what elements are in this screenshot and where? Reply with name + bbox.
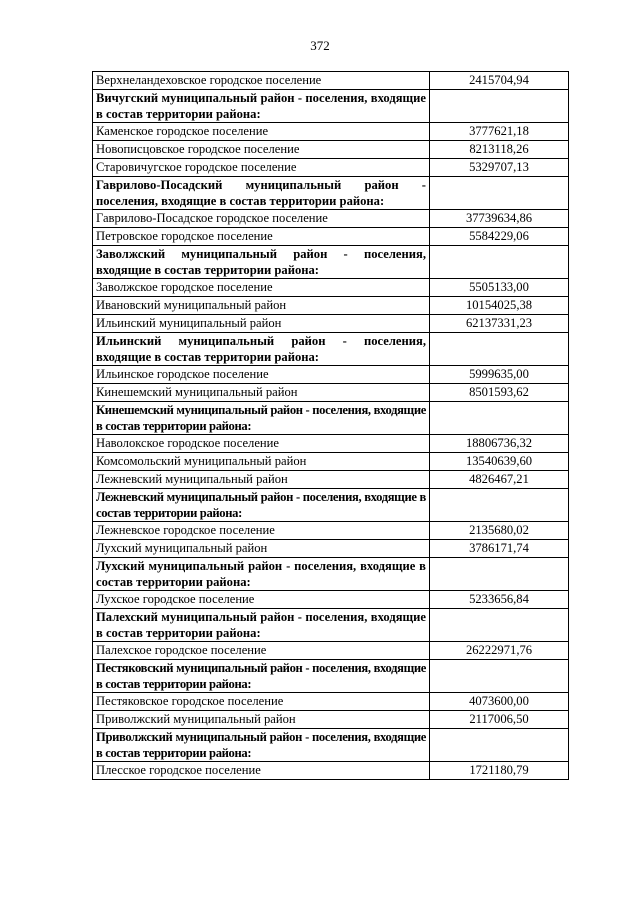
municipality-name: Приволжский муниципальный район bbox=[93, 711, 430, 729]
table-row bbox=[93, 711, 569, 729]
group-header-label: Пестяковский муниципальный район - поселения, входящие в состав территории района: bbox=[93, 660, 430, 693]
group-header-label: Палехский муниципальный район - поселения, входящие в состав территории района: bbox=[93, 609, 430, 642]
amount-cell bbox=[430, 489, 569, 522]
municipality-name: Наволокское городское поселение bbox=[93, 435, 430, 453]
group-header-row bbox=[93, 402, 569, 435]
municipality-name: Петровское городское поселение bbox=[93, 228, 430, 246]
table-row bbox=[93, 453, 569, 471]
table-row bbox=[93, 642, 569, 660]
amount-cell: 18806736,32 bbox=[430, 435, 569, 453]
amount-cell: 8213118,26 bbox=[430, 141, 569, 159]
table-row bbox=[93, 72, 569, 90]
group-header-row bbox=[93, 489, 569, 522]
budget-table bbox=[92, 71, 569, 780]
municipality-name: Палехское городское поселение bbox=[93, 642, 430, 660]
municipality-name: Гаврилово-Посадское городское поселение bbox=[93, 210, 430, 228]
amount-cell bbox=[430, 660, 569, 693]
municipality-name: Верхнеландеховское городское поселение bbox=[93, 72, 430, 90]
municipality-name: Старовичугское городское поселение bbox=[93, 159, 430, 177]
municipality-name: Лухское городское поселение bbox=[93, 591, 430, 609]
amount-cell: 1721180,79 bbox=[430, 762, 569, 780]
group-header-row bbox=[93, 729, 569, 762]
table-row bbox=[93, 366, 569, 384]
table-row bbox=[93, 591, 569, 609]
group-header-row bbox=[93, 90, 569, 123]
table-row bbox=[93, 297, 569, 315]
group-header-label: Лежневский муниципальный район - поселения, входящие в состав территории района: bbox=[93, 489, 430, 522]
table-row bbox=[93, 159, 569, 177]
amount-cell: 10154025,38 bbox=[430, 297, 569, 315]
table-row bbox=[93, 123, 569, 141]
table-row bbox=[93, 279, 569, 297]
table-row bbox=[93, 210, 569, 228]
amount-cell: 3786171,74 bbox=[430, 540, 569, 558]
amount-cell: 3777621,18 bbox=[430, 123, 569, 141]
table-row bbox=[93, 522, 569, 540]
table-body bbox=[93, 72, 569, 780]
amount-cell: 5505133,00 bbox=[430, 279, 569, 297]
group-header-row bbox=[93, 609, 569, 642]
municipality-name: Пестяковское городское поселение bbox=[93, 693, 430, 711]
table-row bbox=[93, 228, 569, 246]
table-row bbox=[93, 315, 569, 333]
group-header-row bbox=[93, 177, 569, 210]
table-row bbox=[93, 540, 569, 558]
amount-cell: 5999635,00 bbox=[430, 366, 569, 384]
group-header-row bbox=[93, 333, 569, 366]
group-header-label: Кинешемский муниципальный район - поселения, входящие в состав территории района: bbox=[93, 402, 430, 435]
municipality-name: Лухский муниципальный район bbox=[93, 540, 430, 558]
amount-cell: 37739634,86 bbox=[430, 210, 569, 228]
amount-cell: 4826467,21 bbox=[430, 471, 569, 489]
municipality-name: Ильинский муниципальный район bbox=[93, 315, 430, 333]
amount-cell bbox=[430, 177, 569, 210]
municipality-name: Лежневский муниципальный район bbox=[93, 471, 430, 489]
amount-cell: 5233656,84 bbox=[430, 591, 569, 609]
amount-cell bbox=[430, 729, 569, 762]
amount-cell: 26222971,76 bbox=[430, 642, 569, 660]
table-row bbox=[93, 471, 569, 489]
group-header-row bbox=[93, 660, 569, 693]
table-row bbox=[93, 762, 569, 780]
group-header-label: Лухский муниципальный район - поселения, входящие в состав территории района: bbox=[93, 558, 430, 591]
group-header-row bbox=[93, 558, 569, 591]
municipality-name: Лежневское городское поселение bbox=[93, 522, 430, 540]
municipality-name: Ильинское городское поселение bbox=[93, 366, 430, 384]
municipality-name: Комсомольский муниципальный район bbox=[93, 453, 430, 471]
municipality-name: Каменское городское поселение bbox=[93, 123, 430, 141]
page-number: 372 bbox=[310, 38, 330, 53]
amount-cell: 5584229,06 bbox=[430, 228, 569, 246]
group-header-label: Приволжский муниципальный район - поселения, входящие в состав территории района: bbox=[93, 729, 430, 762]
amount-cell bbox=[430, 90, 569, 123]
amount-cell bbox=[430, 609, 569, 642]
amount-cell bbox=[430, 402, 569, 435]
amount-cell: 5329707,13 bbox=[430, 159, 569, 177]
municipality-name: Плесское городское поселение bbox=[93, 762, 430, 780]
amount-cell: 62137331,23 bbox=[430, 315, 569, 333]
group-header-row bbox=[93, 246, 569, 279]
amount-cell bbox=[430, 558, 569, 591]
group-header-label: Заволжский муниципальный район - поселения, входящие в состав территории района: bbox=[93, 246, 430, 279]
group-header-label: Вичугский муниципальный район - поселения, входящие в состав территории района: bbox=[93, 90, 430, 123]
municipality-name: Заволжское городское поселение bbox=[93, 279, 430, 297]
amount-cell: 2117006,50 bbox=[430, 711, 569, 729]
table-row bbox=[93, 693, 569, 711]
municipality-name: Новописцовское городское поселение bbox=[93, 141, 430, 159]
municipality-name: Кинешемский муниципальный район bbox=[93, 384, 430, 402]
amount-cell: 13540639,60 bbox=[430, 453, 569, 471]
table-row bbox=[93, 435, 569, 453]
amount-cell bbox=[430, 333, 569, 366]
amount-cell: 8501593,62 bbox=[430, 384, 569, 402]
amount-cell bbox=[430, 246, 569, 279]
amount-cell: 2135680,02 bbox=[430, 522, 569, 540]
amount-cell: 2415704,94 bbox=[430, 72, 569, 90]
amount-cell: 4073600,00 bbox=[430, 693, 569, 711]
table-row bbox=[93, 384, 569, 402]
group-header-label: Гаврилово-Посадский муниципальный район - поселения, входящие в состав территории района: bbox=[93, 177, 430, 210]
municipality-name: Ивановский муниципальный район bbox=[93, 297, 430, 315]
group-header-label: Ильинский муниципальный район - поселения, входящие в состав территории района: bbox=[93, 333, 430, 366]
table-row bbox=[93, 141, 569, 159]
